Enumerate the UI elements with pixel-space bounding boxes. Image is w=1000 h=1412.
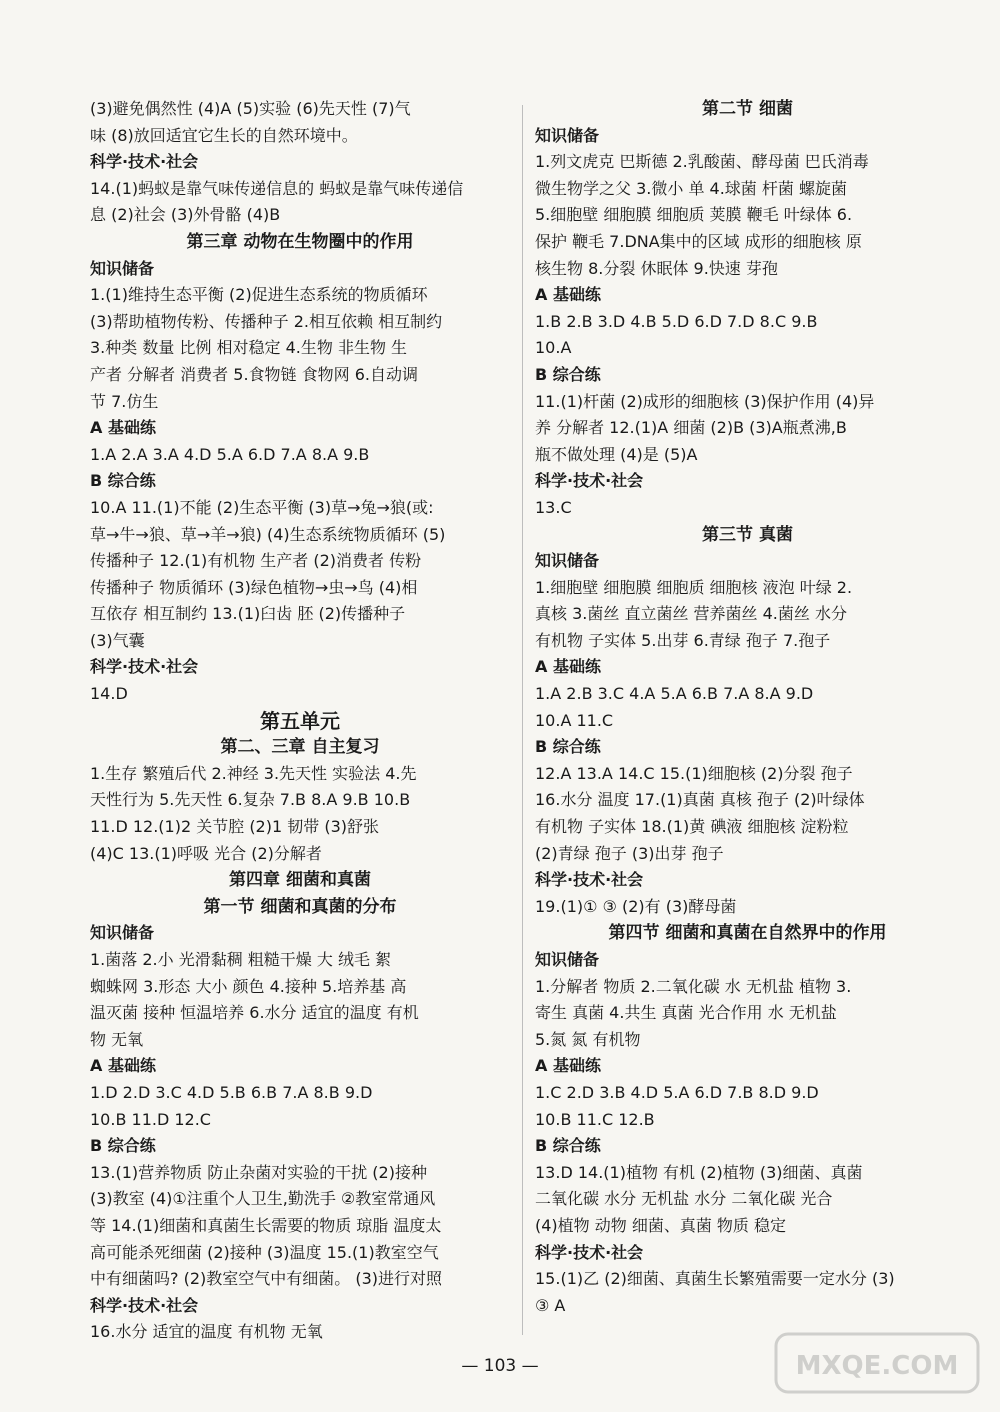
right-section-label: 科学·技术·社会 bbox=[535, 1242, 644, 1262]
left-answer-line: 3.种类 数量 比例 相对稳定 4.生物 非生物 生 bbox=[90, 338, 408, 358]
left-section-label: 知识储备 bbox=[90, 923, 155, 943]
right-answer-line: 1.B 2.B 3.D 4.B 5.D 6.D 7.D 8.C 9.B bbox=[535, 311, 818, 331]
left-answer-line: (3)帮助植物传粉、传播种子 2.相互依赖 相互制约 bbox=[90, 311, 443, 331]
right-answer-line: 10.A 11.C bbox=[535, 710, 614, 730]
right-section-label: A 基础练 bbox=[535, 285, 601, 305]
right-answer-line: 1.列文虎克 巴斯德 2.乳酸菌、酵母菌 巴氏消毒 bbox=[535, 152, 869, 172]
right-answer-line: 16.水分 温度 17.(1)真菌 真核 孢子 (2)叶绿体 bbox=[535, 790, 865, 810]
right-section-label: 知识储备 bbox=[535, 551, 600, 571]
left-heading: 第一节 细菌和真菌的分布 bbox=[203, 896, 397, 917]
left-answer-line: 1.D 2.D 3.C 4.D 5.B 6.B 7.A 8.B 9.D bbox=[90, 1082, 373, 1102]
left-section-label: A 基础练 bbox=[90, 418, 156, 438]
right-answer-line: ③ A bbox=[535, 1295, 566, 1315]
left-section-label: B 综合练 bbox=[90, 471, 156, 491]
left-answer-line: 1.(1)维持生态平衡 (2)促进生态系统的物质循环 bbox=[90, 285, 428, 305]
right-answer-line: (2)青绿 孢子 (3)出芽 孢子 bbox=[535, 843, 724, 863]
svg-text:MXQE.COM: MXQE.COM bbox=[795, 1351, 959, 1381]
page-number: — 103 — bbox=[461, 1356, 539, 1376]
column-divider bbox=[522, 105, 523, 1335]
right-answer-line: 养 分解者 12.(1)A 细菌 (2)B (3)A瓶煮沸,B bbox=[535, 418, 847, 438]
right-answer-line: 5.细胞壁 细胞膜 细胞质 荚膜 鞭毛 叶绿体 6. bbox=[535, 205, 853, 225]
left-section-label: 科学·技术·社会 bbox=[90, 657, 199, 677]
right-column bbox=[535, 96, 960, 1319]
right-section-label: B 综合练 bbox=[535, 737, 601, 757]
left-answer-line: (3)气囊 bbox=[90, 630, 145, 650]
right-answer-line: 10.B 11.C 12.B bbox=[535, 1109, 655, 1129]
left-section-label: B 综合练 bbox=[90, 1136, 156, 1156]
left-heading: 第五单元 bbox=[260, 708, 340, 733]
left-answer-line: 14.(1)蚂蚁是靠气味传递信息的 蚂蚁是靠气味传递信 bbox=[90, 178, 464, 198]
left-heading: 第三章 动物在生物圈中的作用 bbox=[186, 231, 414, 252]
left-answer-line: 13.(1)营养物质 防止杂菌对实验的干扰 (2)接种 bbox=[90, 1162, 427, 1182]
left-section-label: 科学·技术·社会 bbox=[90, 152, 199, 172]
left-section-label: 科学·技术·社会 bbox=[90, 1295, 199, 1315]
right-answer-line: 真核 3.菌丝 直立菌丝 营养菌丝 4.菌丝 水分 bbox=[535, 604, 847, 624]
left-answer-line: 息 (2)社会 (3)外骨骼 (4)B bbox=[90, 205, 281, 225]
left-answer-line: 产者 分解者 消费者 5.食物链 食物网 6.自动调 bbox=[90, 364, 418, 384]
right-section-label: A 基础练 bbox=[535, 657, 601, 677]
right-answer-line: 12.A 13.A 14.C 15.(1)细胞核 (2)分裂 孢子 bbox=[535, 763, 853, 783]
right-answer-line: 寄生 真菌 4.共生 真菌 光合作用 水 无机盐 bbox=[535, 1003, 837, 1023]
left-answer-line: 高可能杀死细菌 (2)接种 (3)温度 15.(1)教室空气 bbox=[90, 1242, 439, 1262]
left-column bbox=[90, 96, 510, 1346]
right-answer-line: 1.A 2.B 3.C 4.A 5.A 6.B 7.A 8.A 9.D bbox=[535, 684, 814, 704]
left-answer-line: 传播种子 12.(1)有机物 生产者 (2)消费者 传粉 bbox=[90, 551, 422, 571]
right-answer-line: 微生物学之父 3.微小 单 4.球菌 杆菌 螺旋菌 bbox=[535, 178, 847, 198]
right-answer-line: 5.氮 氮 有机物 bbox=[535, 1029, 641, 1049]
left-answer-line: 味 (8)放回适宜它生长的自然环境中。 bbox=[90, 125, 358, 145]
right-answer-line: 13.D 14.(1)植物 有机 (2)植物 (3)细菌、真菌 bbox=[535, 1162, 863, 1182]
left-answer-line: 等 14.(1)细菌和真菌生长需要的物质 琼脂 温度太 bbox=[90, 1215, 442, 1235]
right-answer-line: 瓶不做处理 (4)是 (5)A bbox=[535, 444, 698, 464]
left-answer-line: 1.菌落 2.小 光滑黏稠 粗糙干燥 大 绒毛 絮 bbox=[90, 950, 392, 969]
right-heading: 第三节 真菌 bbox=[702, 524, 793, 545]
right-section-label: A 基础练 bbox=[535, 1056, 601, 1076]
left-answer-line: 14.D bbox=[90, 684, 128, 704]
left-answer-line: 10.A 11.(1)不能 (2)生态平衡 (3)草→兔→狼(或: bbox=[90, 497, 434, 517]
left-answer-line: 互依存 相互制约 13.(1)臼齿 胚 (2)传播种子 bbox=[90, 604, 406, 624]
left-answer-line: 传播种子 物质循环 (3)绿色植物→虫→鸟 (4)相 bbox=[90, 577, 418, 597]
right-answer-line: 10.A bbox=[535, 338, 572, 358]
left-answer-line: 中有细菌吗? (2)教室空气中有细菌。 (3)进行对照 bbox=[90, 1269, 442, 1289]
right-section-label: B 综合练 bbox=[535, 364, 601, 384]
left-answer-line: (3)避免偶然性 (4)A (5)实验 (6)先天性 (7)气 bbox=[90, 99, 411, 118]
right-answer-line: 二氧化碳 水分 无机盐 水分 二氧化碳 光合 bbox=[535, 1189, 833, 1209]
right-section-label: 科学·技术·社会 bbox=[535, 471, 644, 491]
right-section-label: 知识储备 bbox=[535, 125, 600, 145]
left-answer-line: 16.水分 适宜的温度 有机物 无氧 bbox=[90, 1322, 323, 1342]
left-answer-line: 10.B 11.D 12.C bbox=[90, 1109, 211, 1129]
right-answer-line: 有机物 子实体 18.(1)黄 碘液 细胞核 淀粉粒 bbox=[535, 817, 849, 837]
right-answer-line: 19.(1)① ③ (2)有 (3)酵母菌 bbox=[535, 896, 737, 916]
right-answer-line: 13.C bbox=[535, 497, 572, 517]
right-answer-line: 1.分解者 物质 2.二氧化碳 水 无机盐 植物 3. bbox=[535, 976, 852, 996]
right-answer-line: (4)植物 动物 细菌、真菌 物质 稳定 bbox=[535, 1215, 787, 1235]
right-heading: 第四节 细菌和真菌在自然界中的作用 bbox=[608, 923, 887, 944]
left-answer-line: 草→牛→狼、草→羊→狼) (4)生态系统物质循环 (5) bbox=[90, 524, 446, 544]
left-section-label: 知识储备 bbox=[90, 258, 155, 278]
left-answer-line: 温灭菌 接种 恒温培养 6.水分 适宜的温度 有机 bbox=[90, 1003, 419, 1023]
right-section-label: 科学·技术·社会 bbox=[535, 870, 644, 890]
left-heading: 第四章 细菌和真菌 bbox=[229, 870, 371, 891]
right-heading: 第二节 细菌 bbox=[702, 99, 793, 119]
right-answer-line: 11.(1)杆菌 (2)成形的细胞核 (3)保护作用 (4)异 bbox=[535, 391, 875, 411]
left-answer-line: (4)C 13.(1)呼吸 光合 (2)分解者 bbox=[90, 843, 322, 863]
right-answer-line: 有机物 子实体 5.出芽 6.青绿 孢子 7.孢子 bbox=[535, 630, 831, 650]
left-answer-line: 1.A 2.A 3.A 4.D 5.A 6.D 7.A 8.A 9.B bbox=[90, 444, 370, 464]
right-answer-line: 1.细胞壁 细胞膜 细胞质 细胞核 液泡 叶绿 2. bbox=[535, 577, 853, 597]
right-answer-line: 核生物 8.分裂 休眠体 9.快速 芽孢 bbox=[535, 258, 778, 278]
left-section-label: A 基础练 bbox=[90, 1056, 156, 1076]
watermark-logo-icon bbox=[772, 1328, 982, 1398]
left-answer-line: (3)教室 (4)①注重个人卫生,勤洗手 ②教室常通风 bbox=[90, 1189, 436, 1209]
left-answer-line: 11.D 12.(1)2 关节腔 (2)1 韧带 (3)舒张 bbox=[90, 817, 379, 837]
left-answer-line: 节 7.仿生 bbox=[90, 391, 159, 411]
left-answer-line: 物 无氧 bbox=[90, 1029, 144, 1049]
left-answer-line: 蜘蛛网 3.形态 大小 颜色 4.接种 5.培养基 高 bbox=[90, 976, 407, 996]
left-answer-line: 天性行为 5.先天性 6.复杂 7.B 8.A 9.B 10.B bbox=[90, 790, 411, 810]
left-heading: 第二、三章 自主复习 bbox=[220, 737, 380, 758]
right-answer-line: 保护 鞭毛 7.DNA集中的区域 成形的细胞核 原 bbox=[535, 231, 862, 251]
left-answer-line: 1.生存 繁殖后代 2.神经 3.先天性 实验法 4.先 bbox=[90, 763, 417, 783]
right-answer-line: 1.C 2.D 3.B 4.D 5.A 6.D 7.B 8.D 9.D bbox=[535, 1082, 819, 1102]
right-answer-line: 15.(1)乙 (2)细菌、真菌生长繁殖需要一定水分 (3) bbox=[535, 1269, 895, 1289]
right-section-label: 知识储备 bbox=[535, 950, 600, 969]
right-section-label: B 综合练 bbox=[535, 1136, 601, 1156]
